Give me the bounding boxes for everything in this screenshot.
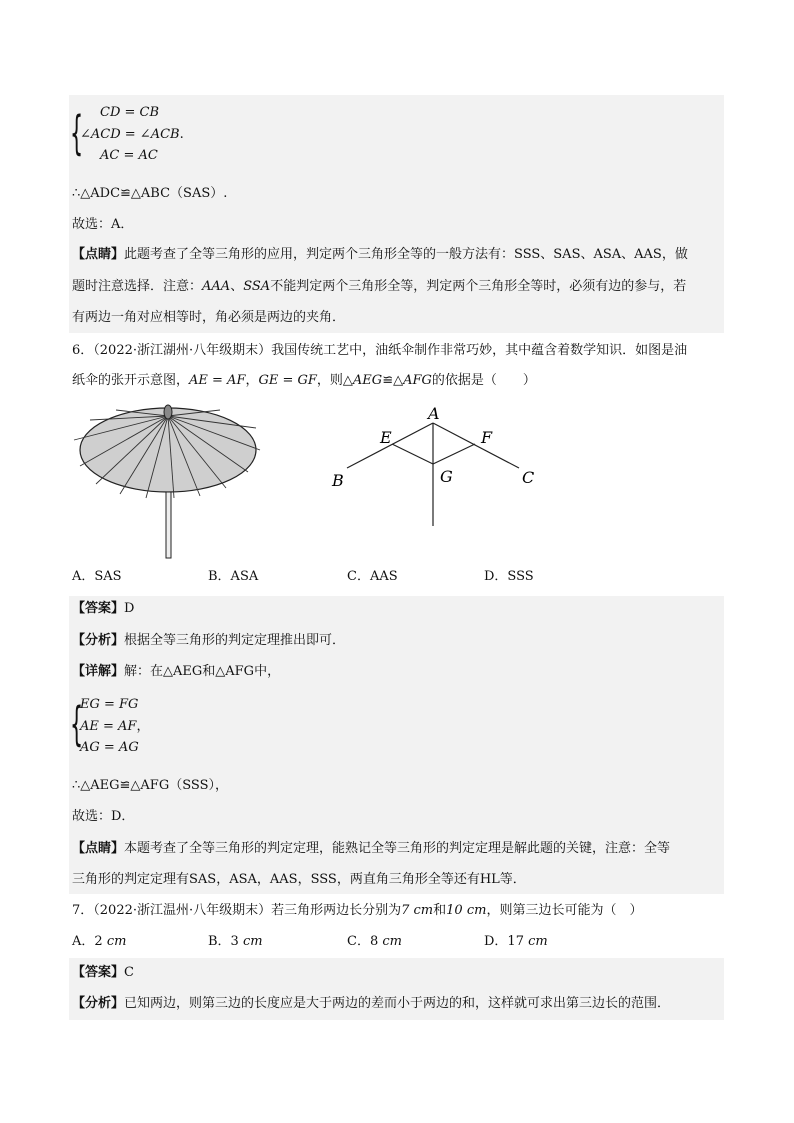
equation-line: AC = AC	[100, 148, 158, 163]
conclusion-line: ∴△AEG≌△AFG（SSS），	[72, 778, 228, 793]
answer-line: 【答案】C	[72, 965, 134, 980]
option-d[interactable]: D．SSS	[484, 569, 534, 584]
remark-line: 题时注意选择．注意：AAA、SSA不能判定两个三角形全等，判定两个三角形全等时，必须有边的参与，若	[72, 279, 687, 294]
remark-line: 三角形的判定定理有SAS，ASA，AAS，SSS，两直角三角形全等还有HL等．	[72, 872, 526, 887]
choose-line: 故选：A．	[72, 217, 134, 232]
option-d[interactable]: D．17 cm	[484, 934, 548, 949]
point-label-e: E	[380, 428, 392, 447]
analysis-line: 【分析】已知两边，则第三边的长度应是大于两边的差而小于两边的和，这样就可求出第三边长的范围．	[72, 996, 671, 1011]
option-c[interactable]: C．AAS	[347, 569, 398, 584]
point-label-b: B	[332, 471, 344, 490]
analysis-line: 【分析】根据全等三角形的判定定理推出即可．	[72, 633, 346, 648]
brace-left: {	[70, 697, 84, 751]
equation-line: CD = CB	[100, 105, 160, 120]
point-label-a: A	[428, 404, 440, 423]
option-c[interactable]: C．8 cm	[347, 934, 402, 949]
option-a[interactable]: A．SAS	[72, 569, 122, 584]
point-label-g: G	[440, 467, 453, 486]
point-label-c: C	[522, 468, 535, 487]
remark-line: 【点睛】此题考查了全等三角形的应用，判定两个三角形全等的一般方法有：SSS、SAS、ASA、AAS，做	[72, 247, 688, 262]
question-6-line: 纸伞的张开示意图，AE = AF，GE = GF，则△AEG≌△AFG的依据是（ ）	[72, 373, 536, 388]
point-label-f: F	[481, 428, 493, 447]
option-b[interactable]: B．ASA	[208, 569, 259, 584]
option-a[interactable]: A．2 cm	[72, 934, 127, 949]
equation-line: AG = AG	[80, 740, 139, 755]
conclusion-line: ∴△ADC≌△ABC（SAS）.	[72, 186, 228, 201]
question-7-line: 7．（2022·浙江温州·八年级期末）若三角形两边长分别为7 cm和10 cm，则第三边长可能为（ ）	[72, 903, 643, 918]
umbrella-illustration	[70, 398, 270, 560]
brace-left: {	[70, 106, 84, 160]
equation-line: ∠ACD = ∠ACB.	[80, 127, 184, 142]
geometry-figure	[325, 402, 545, 532]
detail-line: 【详解】解：在△AEG和△AFG中，	[72, 664, 281, 679]
remark-line: 有两边一角对应相等时，角必须是两边的夹角．	[72, 310, 346, 325]
choose-line: 故选：D．	[72, 809, 135, 824]
equation-line: AE = AF，	[80, 719, 150, 734]
answer-line: 【答案】D	[72, 601, 135, 616]
equation-line: EG = FG	[80, 697, 139, 712]
question-6-line: 6．（2022·浙江湖州·八年级期末）我国传统工艺中，油纸伞制作非常巧妙，其中蕴含着数学知识．如图是油	[72, 343, 688, 358]
remark-line: 【点睛】本题考查了全等三角形的判定定理，能熟记全等三角形的判定定理是解此题的关键，注意：全等	[72, 841, 671, 856]
option-b[interactable]: B．3 cm	[208, 934, 263, 949]
